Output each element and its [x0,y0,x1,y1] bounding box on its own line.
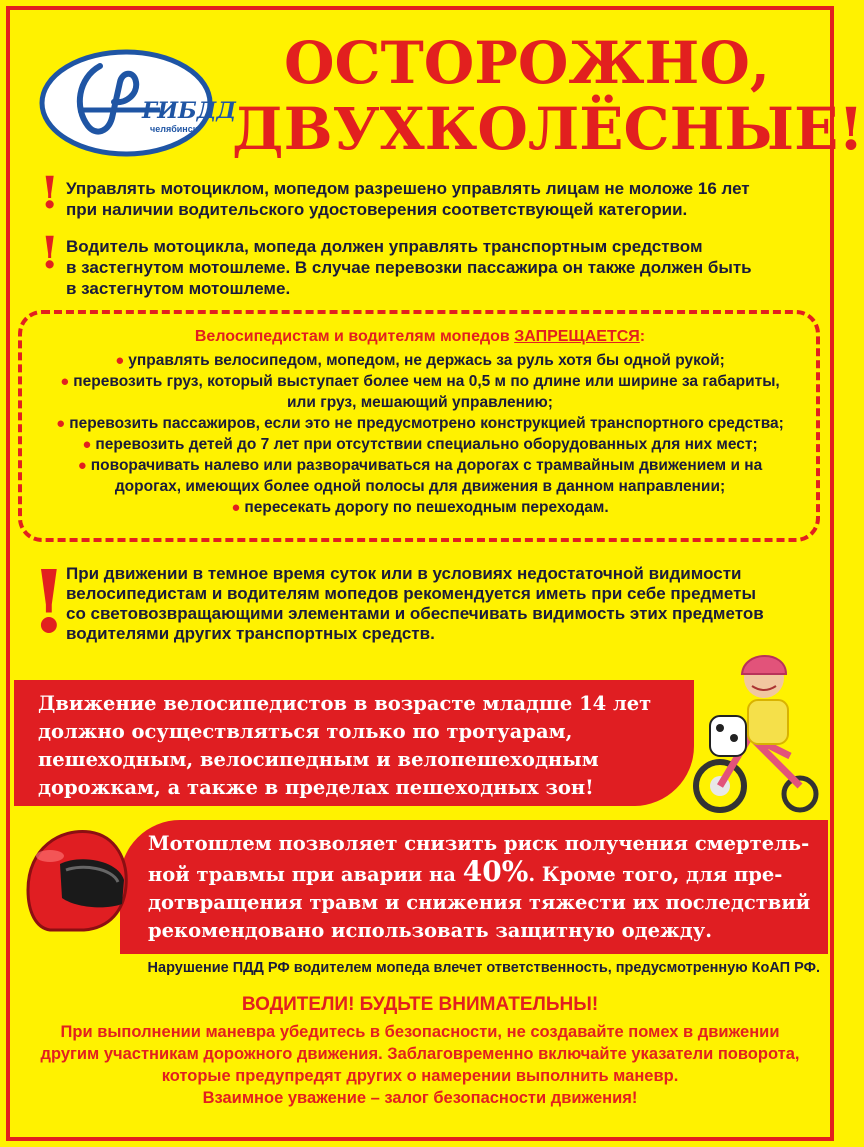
panel-line-end: . Кроме того, для пре- [528,863,783,886]
list-item-text: пересекать дорогу по пешеходным переходам. [244,499,609,516]
bullet-dot-icon: ● [56,415,66,432]
panel-line: дотвращения травм и снижения тяжести их последствий [148,891,811,914]
exclamation-icon: ! [30,552,68,653]
drivers-appeal-line: другим участникам дорожного движения. Заблаговременно включайте указатели поворота, [40,1045,800,1063]
motorcycle-helmet-image [20,820,132,938]
drivers-appeal-line: Взаимное уважение – залог безопасности движения! [202,1089,638,1107]
logo-main-text: ГИБДД [142,98,236,124]
prohibited-heading-text: Велосипедистам и водителям мопедов [194,328,510,345]
list-item-text: или груз, мешающий управлению; [287,394,553,411]
exclamation-icon: ! [40,168,60,219]
gibdd-logo [38,48,236,158]
list-item-text: перевозить детей до 7 лет при отсутствии специально оборудованных для них мест; [95,436,758,453]
bullet-dot-icon: ● [115,352,125,369]
warning-visibility-line: велосипедистам и водителям мопедов рекомендуется иметь при себе предметы [66,584,756,603]
list-item-text: перевозить пассажиров, если это не предусмотрено конструкцией транспортного средства; [69,415,784,432]
list-item [30,476,810,497]
panel-line: Движение велосипедистов в возрасте младше 14 лет [38,692,652,715]
risk-percent: 40% [462,855,529,888]
warning-helmet [66,236,816,299]
panel-line [148,855,818,889]
panel-line: пешеходным, велосипедным и велопешеходным [38,748,599,771]
drivers-appeal-line: При выполнении маневра убедитесь в безопасности, не создавайте помех в движении [60,1023,780,1041]
prohibited-heading-emphasis: ЗАПРЕЩАЕТСЯ [514,328,640,345]
panel-line-start: ной травмы при аварии на [148,863,456,886]
child-on-tricycle-image [690,636,824,816]
exclamation-icon: ! [40,228,60,279]
panel-line: дорожкам, а также в пределах пешеходных зон! [38,776,594,799]
warning-visibility-line: При движении в темное время суток или в условиях недостаточной видимости [66,564,742,583]
warning-helmet-line: в застегнутом мотошлеме. В случае перевозки пассажира он также должен быть [66,258,752,277]
list-item [30,392,810,413]
liability-note: Нарушение ПДД РФ водителем мопеда влечет ответственность, предусмотренную КоАП РФ. [147,960,820,976]
drivers-appeal [14,993,826,1109]
list-item [30,497,810,518]
warning-helmet-line: в застегнутом мотошлеме. [66,279,291,298]
drivers-appeal-line: которые предупредят других о намерении выполнить маневр. [161,1067,679,1085]
logo-sub-text: челябинск [150,124,198,134]
warning-age [66,178,816,220]
warning-visibility-line: со световозвращающими элементами и обеспечивать видимость этих предметов [66,604,764,623]
warning-age-line: Управлять мотоциклом, мопедом разрешено управлять лицам не моложе 16 лет [66,179,750,198]
prohibited-list [30,350,810,518]
helmet-panel [120,820,828,954]
list-item-text: управлять велосипедом, мопедом, не держась за руль хотя бы одной рукой; [128,352,725,369]
list-item [30,434,810,455]
title-line1: ОСТОРОЖНО, [283,29,771,97]
title-line2: ДВУХКОЛЁСНЫЕ! [232,95,864,163]
list-item [30,350,810,371]
warning-helmet-line: Водитель мотоцикла, мопеда должен управлять транспортным средством [66,237,703,256]
list-item-text: перевозить груз, который выступает более чем на 0,5 м по длине или ширине за габариты, [73,373,780,390]
prohibited-heading [20,328,820,346]
warning-visibility-line: водителями других транспортных средств. [66,624,435,643]
list-item-text: поворачивать налево или разворачиваться на дорогах с трамвайным движением и на [90,457,763,474]
bullet-dot-icon: ● [82,436,92,453]
warning-visibility [66,564,826,644]
list-item [30,371,810,392]
panel-line: рекомендовано использовать защитную одежду. [148,919,712,942]
bullet-dot-icon: ● [77,457,87,474]
list-item [30,455,810,476]
warning-age-line: при наличии водительского удостоверения соответствующей категории. [66,200,688,219]
prohibited-heading-colon: : [639,328,646,345]
panel-line: Мотошлем позволяет снизить риск получения смертель- [148,832,810,855]
list-item [30,413,810,434]
children-cycling-panel [14,680,694,806]
list-item-text: дорогах, имеющих более одной полосы для движения в данном направлении; [114,478,726,495]
panel-line: должно осуществляться только по тротуарам, [38,720,573,743]
bullet-dot-icon: ● [231,499,241,516]
page-title [232,29,864,163]
bullet-dot-icon: ● [60,373,70,390]
drivers-appeal-heading: ВОДИТЕЛИ! БУДЬТЕ ВНИМАТЕЛЬНЫ! [241,994,599,1015]
